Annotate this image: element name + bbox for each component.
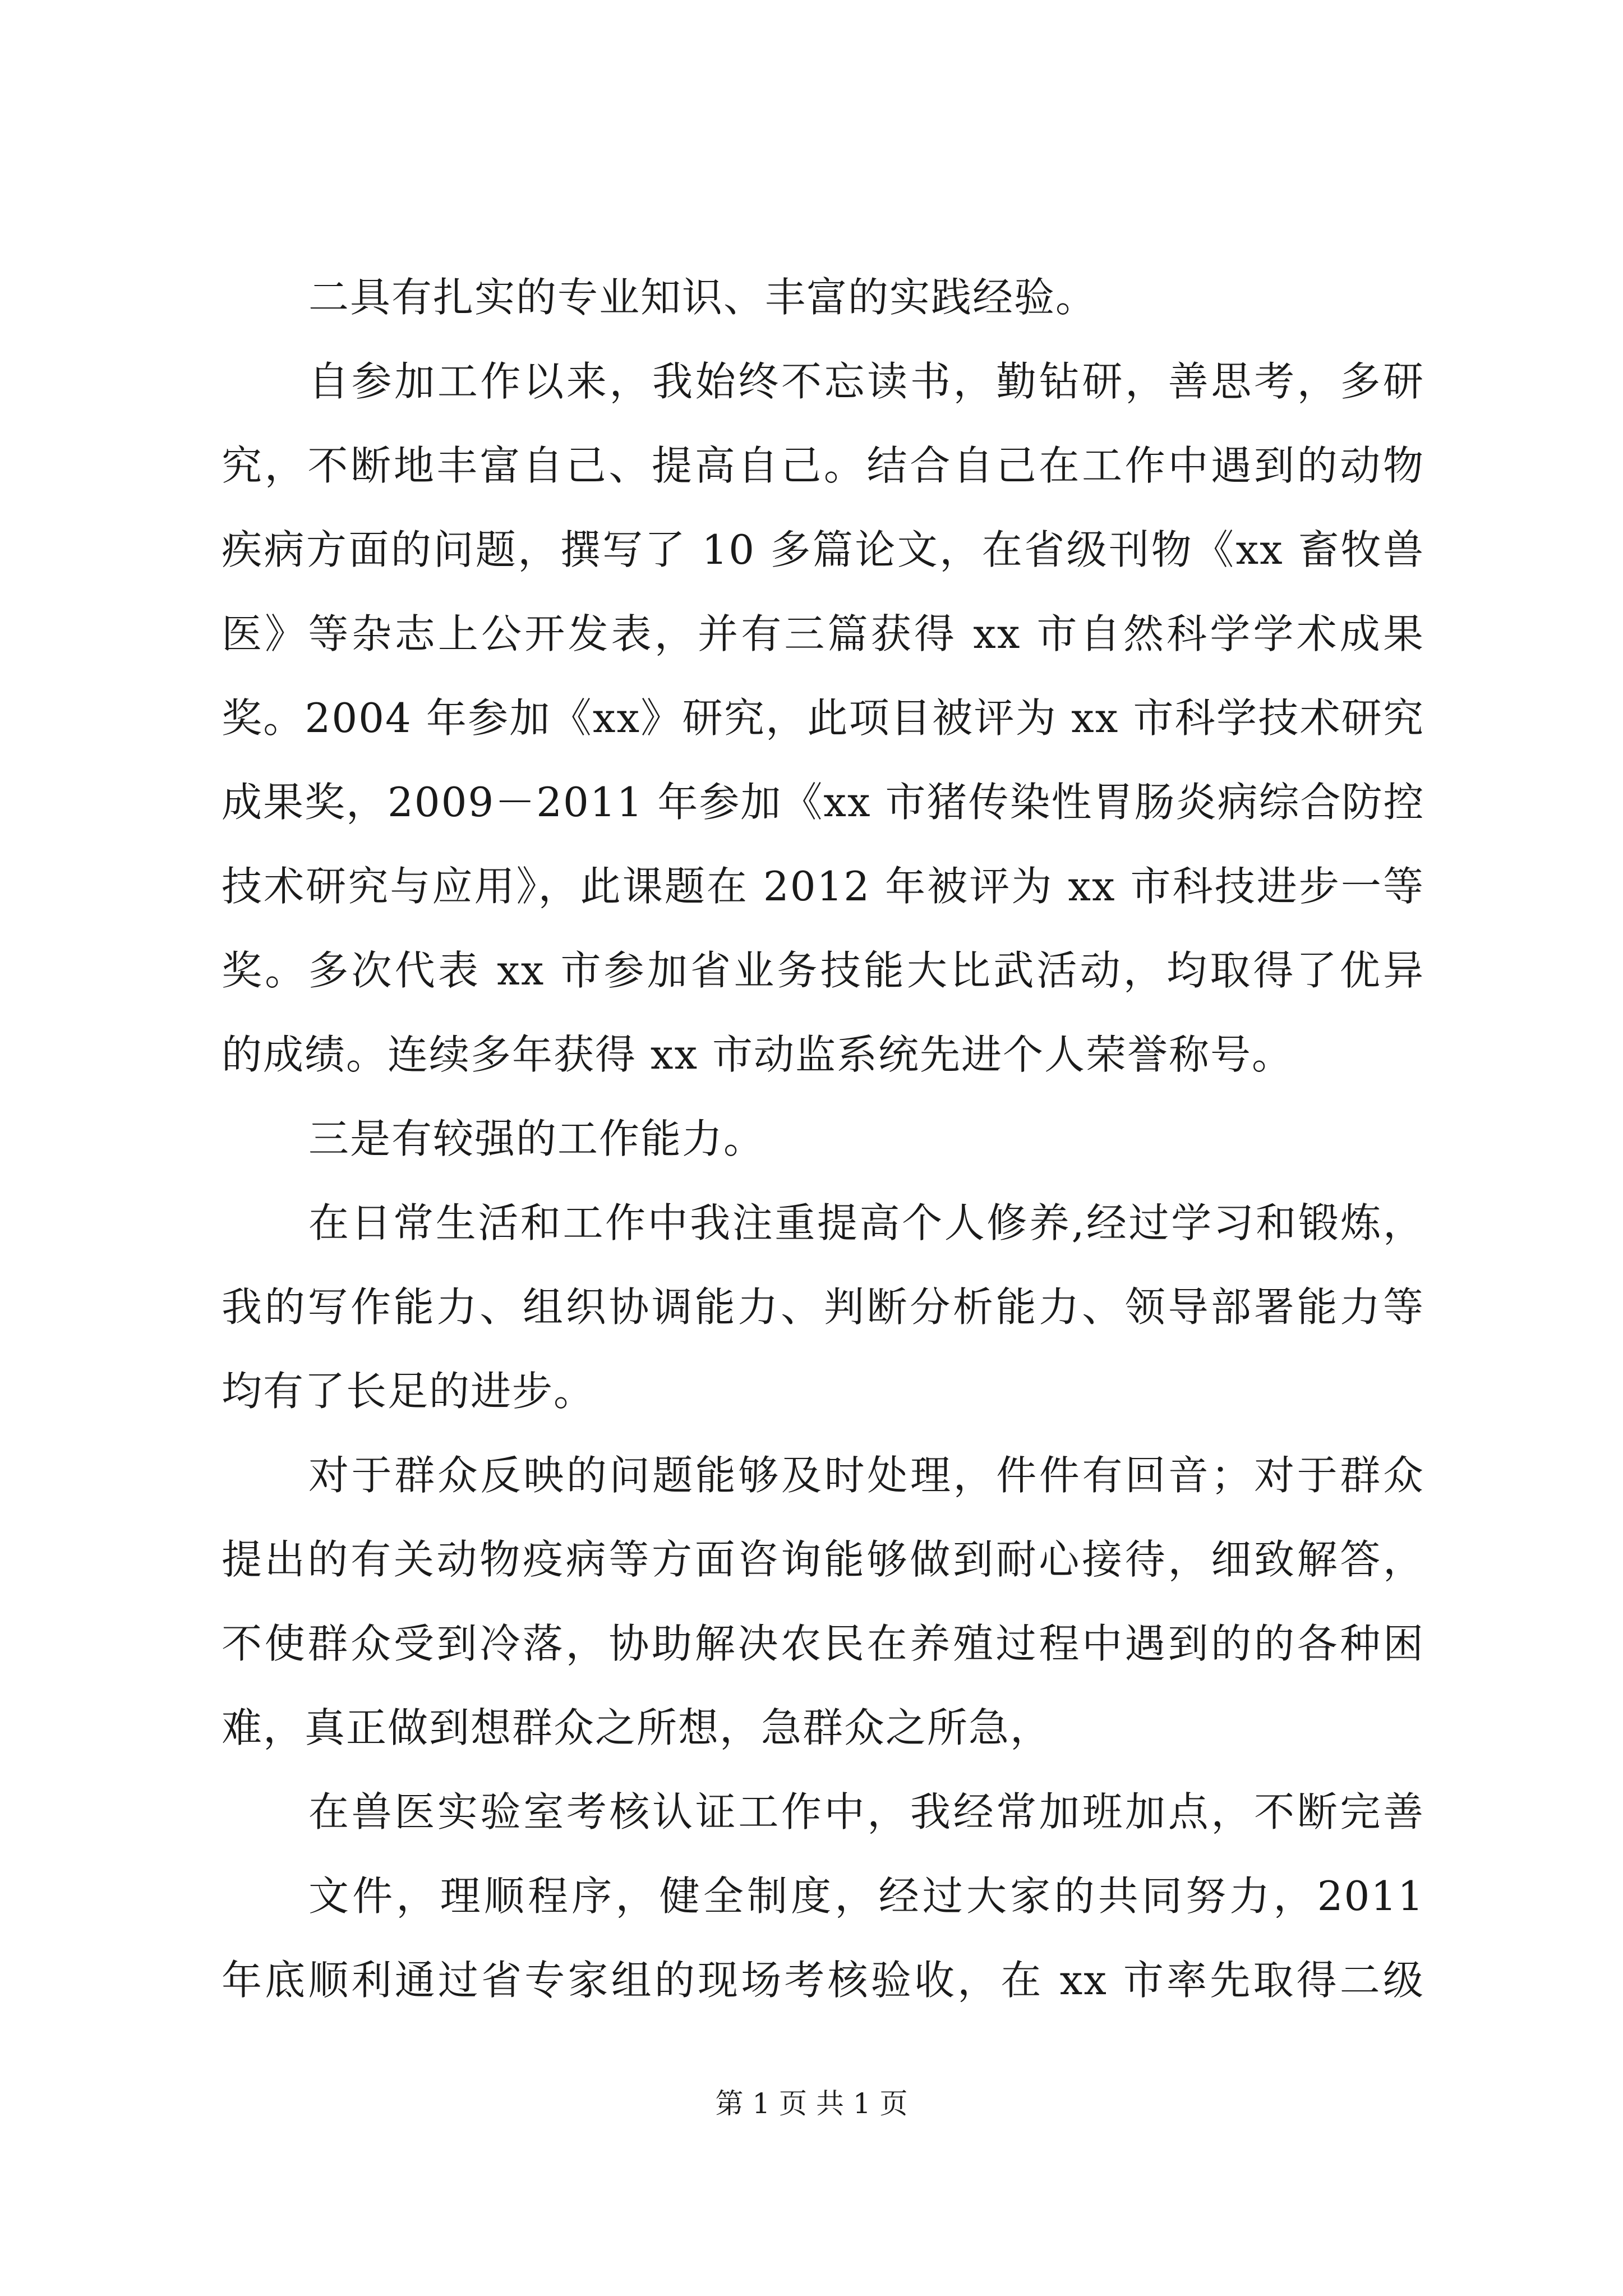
paragraph-line: 的成绩。连续多年获得 xx 市动监系统先进个人荣誉称号。 bbox=[222, 1031, 1293, 1078]
heading-line: 二具有扎实的专业知识、丰富的实践经验。 bbox=[308, 274, 1098, 321]
paragraph-line: 疾病方面的问题，撰写了 10 多篇论文，在省级刊物《xx 畜牧兽 bbox=[222, 526, 1424, 573]
heading-line: 三是有较强的工作能力。 bbox=[308, 1115, 766, 1162]
paragraph-line: 成果奖，2009－2011 年参加《xx 市猪传染性胃肠炎病综合防控 bbox=[222, 779, 1425, 826]
paragraph-line: 我的写作能力、组织协调能力、判断分析能力、领导部署能力等 bbox=[222, 1283, 1424, 1331]
paragraph-line: 难，真正做到想群众之所想，急群众之所急， bbox=[222, 1704, 1052, 1751]
paragraph-line: 文件，理顺程序，健全制度，经过大家的共同努力，2011 bbox=[308, 1872, 1424, 1920]
paragraph-line: 医》等杂志上公开发表，并有三篇获得 xx 市自然科学学术成果 bbox=[222, 610, 1424, 657]
paragraph-line: 自参加工作以来，我始终不忘读书，勤钻研，善思考，多研 bbox=[308, 358, 1424, 405]
paragraph-line: 均有了长足的进步。 bbox=[222, 1368, 596, 1415]
paragraph-line: 年底顺利通过省专家组的现场考核验收，在 xx 市率先取得二级 bbox=[222, 1957, 1424, 2004]
paragraph-line: 奖。2004 年参加《xx》研究，此项目被评为 xx 市科学技术研究 bbox=[222, 694, 1424, 742]
paragraph-line: 在日常生活和工作中我注重提高个人修养,经过学习和锻炼， bbox=[308, 1199, 1424, 1246]
paragraph-line: 在兽医实验室考核认证工作中，我经常加班加点，不断完善 bbox=[308, 1788, 1424, 1835]
paragraph-line: 技术研究与应用》，此课题在 2012 年被评为 xx 市科技进步一等 bbox=[222, 863, 1424, 910]
paragraph-line: 奖。多次代表 xx 市参加省业务技能大比武活动，均取得了优异 bbox=[222, 947, 1424, 994]
paragraph-line: 提出的有关动物疫病等方面咨询能够做到耐心接待，细致解答， bbox=[222, 1536, 1424, 1583]
paragraph-line: 究，不断地丰富自己、提高自己。结合自己在工作中遇到的动物 bbox=[222, 442, 1424, 489]
paragraph-line: 不使群众受到冷落，协助解决农民在养殖过程中遇到的的各种困 bbox=[222, 1620, 1424, 1667]
page-footer: 第 1 页 共 1 页 bbox=[715, 2087, 908, 2120]
paragraph-line: 对于群众反映的问题能够及时处理，件件有回音；对于群众 bbox=[308, 1452, 1424, 1499]
